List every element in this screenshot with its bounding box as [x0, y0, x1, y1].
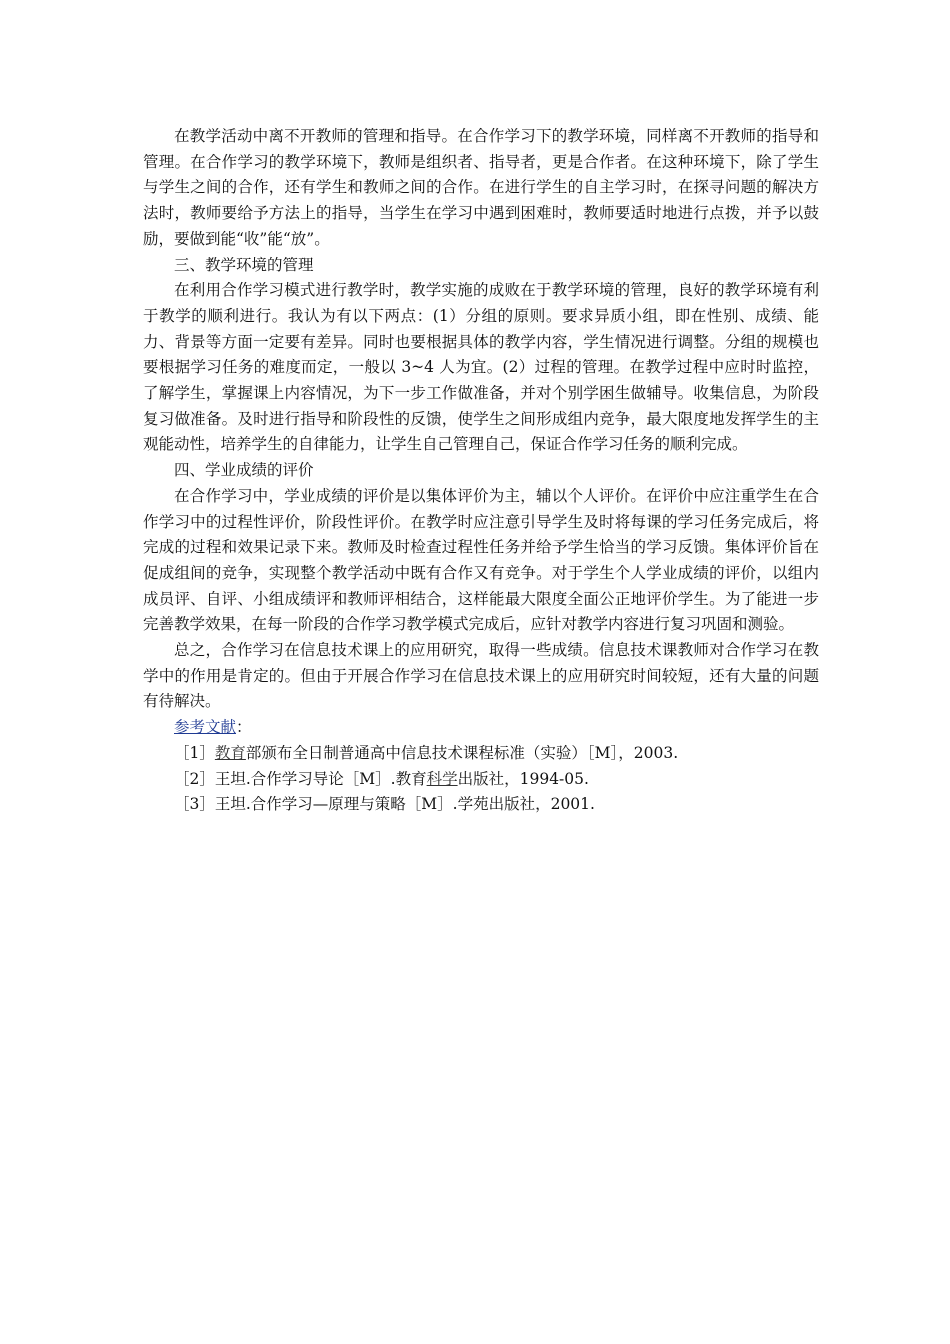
- reference-2-link-science[interactable]: 科学: [426, 769, 458, 788]
- references-heading: [143, 715, 819, 741]
- reference-item-1: [143, 741, 819, 767]
- reference-1-link-education[interactable]: 教育: [214, 743, 246, 762]
- reference-item-2: [143, 767, 819, 793]
- reference-1-number: ［1］: [174, 743, 215, 762]
- reference-2-text-start: ［2］王坦.合作学习导论［M］.教育: [174, 769, 427, 788]
- paragraph-conclusion: 总之，合作学习在信息技术课上的应用研究，取得一些成绩。信息技术课教师对合作学习在教学中的作用是肯定的。但由于开展合作学习在信息技术课上的应用研究时间较短，还有大量的问题有待解决。: [143, 641, 819, 711]
- paragraph-teacher-guidance: 在教学活动中离不开教师的管理和指导。在合作学习下的教学环境，同样离不开教师的指导和管理。在合作学习的教学环境下，教师是组织者、指导者，更是合作者。在这种环境下，除了学生与学生之间的合作，还有学生和教师之间的合作。在进行学生的自主学习时，在探寻问题的解决方法时，教师要给予方法上的指导，当学生在学习中遇到困难时，教师要适时地进行点拨，并予以鼓励，要做到能“收”能“放”。: [143, 127, 819, 248]
- paragraph-evaluation: 在合作学习中，学业成绩的评价是以集体评价为主，辅以个人评价。在评价中应注重学生在合作学习中的过程性评价，阶段性评价。在教学时应注意引导学生及时将每课的学习任务完成后，将完成的过程和效果记录下来。教师及时检查过程性任务并给予学生恰当的学习反馈。集体评价旨在促成组间的竞争，实现整个教学活动中既有合作又有竞争。对于学生个人学业成绩的评价，以组内成员评、自评、小组成绩评和教师评相结合，这样能最大限度全面公正地评价学生。为了能进一步完善教学效果，在每一阶段的合作学习教学模式完成后，应针对教学内容进行复习巩固和测验。: [143, 486, 819, 634]
- section-heading-environment: 三、教学环境的管理: [174, 255, 314, 274]
- reference-1-text: 部颁布全日制普通高中信息技术课程标准（实验）［M］，2003.: [245, 743, 679, 762]
- references-colon: ：: [236, 718, 252, 737]
- section-heading-evaluation: 四、学业成绩的评价: [174, 461, 314, 480]
- reference-2-text-end: 出版社，1994-05.: [457, 769, 589, 788]
- document-body: [143, 124, 819, 818]
- references-link[interactable]: 参考文献: [174, 718, 237, 737]
- paragraph-environment-management: 在利用合作学习模式进行教学时，教学实施的成败在于教学环境的管理，良好的教学环境有利于教学的顺利进行。我认为有以下两点：(1）分组的原则。要求异质小组，即在性别、成绩、能力、背景等方面一定要有差异。同时也要根据具体的教学内容，学生情况进行调整。分组的规模也要根据学习任务的难度而定，一般以 3~4 人为宜。(2）过程的管理。在教学过程中应时时监控，了解学生，掌握课上内容情况，为下一步工作做准备，并对个别学困生做辅导。收集信息，为阶段复习做准备。及时进行指导和阶段性的反馈，使学生之间形成组内竞争，最大限度地发挥学生的主观能动性，培养学生的自律能力，让学生自己管理自己，保证合作学习任务的顺利完成。: [143, 281, 819, 454]
- reference-item-3: ［3］王坦.合作学习—原理与策略［M］.学苑出版社，2001.: [174, 795, 595, 814]
